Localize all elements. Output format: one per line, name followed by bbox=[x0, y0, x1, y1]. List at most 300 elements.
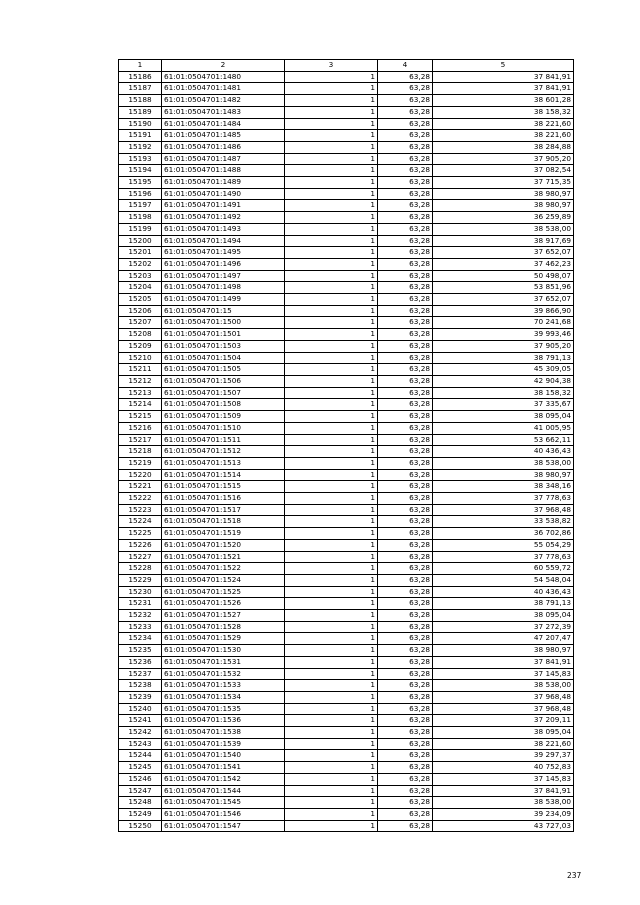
row-number-cell: 15215 bbox=[119, 411, 162, 423]
table-row bbox=[119, 130, 574, 142]
value-cell: 37 652,07 bbox=[433, 247, 574, 259]
row-number-cell: 15196 bbox=[119, 188, 162, 200]
row-number-cell: 15186 bbox=[119, 71, 162, 83]
value-cell: 38 791,13 bbox=[433, 352, 574, 364]
area-cell: 63,28 bbox=[378, 294, 433, 306]
area-cell: 63,28 bbox=[378, 270, 433, 282]
area-cell: 63,28 bbox=[378, 691, 433, 703]
area-cell: 63,28 bbox=[378, 703, 433, 715]
data-table bbox=[118, 59, 574, 832]
cadastral-number-cell: 61:01:0504701:1496 bbox=[162, 258, 285, 270]
cadastral-number-cell: 61:01:0504701:1500 bbox=[162, 317, 285, 329]
count-cell: 1 bbox=[285, 422, 378, 434]
cadastral-number-cell: 61:01:0504701:1531 bbox=[162, 656, 285, 668]
table-row bbox=[119, 633, 574, 645]
count-cell: 1 bbox=[285, 235, 378, 247]
area-cell: 63,28 bbox=[378, 610, 433, 622]
row-number-cell: 15240 bbox=[119, 703, 162, 715]
cadastral-number-cell: 61:01:0504701:1505 bbox=[162, 364, 285, 376]
table-row bbox=[119, 773, 574, 785]
count-cell: 1 bbox=[285, 200, 378, 212]
table-row bbox=[119, 235, 574, 247]
row-number-cell: 15224 bbox=[119, 516, 162, 528]
value-cell: 54 548,04 bbox=[433, 574, 574, 586]
area-cell: 63,28 bbox=[378, 762, 433, 774]
row-number-cell: 15232 bbox=[119, 610, 162, 622]
cadastral-number-cell: 61:01:0504701:1508 bbox=[162, 399, 285, 411]
area-cell: 63,28 bbox=[378, 258, 433, 270]
table-row bbox=[119, 469, 574, 481]
row-number-cell: 15250 bbox=[119, 820, 162, 832]
count-cell: 1 bbox=[285, 247, 378, 259]
cadastral-number-cell: 61:01:0504701:1510 bbox=[162, 422, 285, 434]
area-cell: 63,28 bbox=[378, 551, 433, 563]
table-row bbox=[119, 820, 574, 832]
area-cell: 63,28 bbox=[378, 457, 433, 469]
value-cell: 50 498,07 bbox=[433, 270, 574, 282]
cadastral-number-cell: 61:01:0504701:1504 bbox=[162, 352, 285, 364]
count-cell: 1 bbox=[285, 598, 378, 610]
area-cell: 63,28 bbox=[378, 340, 433, 352]
row-number-cell: 15208 bbox=[119, 329, 162, 341]
count-cell: 1 bbox=[285, 738, 378, 750]
row-number-cell: 15198 bbox=[119, 212, 162, 224]
count-cell: 1 bbox=[285, 212, 378, 224]
area-cell: 63,28 bbox=[378, 633, 433, 645]
table-row bbox=[119, 188, 574, 200]
table-row bbox=[119, 668, 574, 680]
area-cell: 63,28 bbox=[378, 411, 433, 423]
value-cell: 37 778,63 bbox=[433, 493, 574, 505]
row-number-cell: 15225 bbox=[119, 528, 162, 540]
row-number-cell: 15201 bbox=[119, 247, 162, 259]
value-cell: 36 259,89 bbox=[433, 212, 574, 224]
cadastral-number-cell: 61:01:0504701:1509 bbox=[162, 411, 285, 423]
table-row bbox=[119, 504, 574, 516]
row-number-cell: 15190 bbox=[119, 118, 162, 130]
column-header: 4 bbox=[378, 60, 433, 72]
area-cell: 63,28 bbox=[378, 165, 433, 177]
table-row bbox=[119, 71, 574, 83]
count-cell: 1 bbox=[285, 773, 378, 785]
count-cell: 1 bbox=[285, 329, 378, 341]
area-cell: 63,28 bbox=[378, 680, 433, 692]
page-number: 237 bbox=[567, 871, 582, 880]
count-cell: 1 bbox=[285, 305, 378, 317]
value-cell: 39 234,09 bbox=[433, 809, 574, 821]
area-cell: 63,28 bbox=[378, 621, 433, 633]
cadastral-number-cell: 61:01:0504701:1522 bbox=[162, 563, 285, 575]
count-cell: 1 bbox=[285, 504, 378, 516]
table-row bbox=[119, 691, 574, 703]
row-number-cell: 15207 bbox=[119, 317, 162, 329]
column-header: 2 bbox=[162, 60, 285, 72]
row-number-cell: 15226 bbox=[119, 539, 162, 551]
table-row bbox=[119, 212, 574, 224]
row-number-cell: 15228 bbox=[119, 563, 162, 575]
table-row bbox=[119, 375, 574, 387]
value-cell: 70 241,68 bbox=[433, 317, 574, 329]
table-row bbox=[119, 762, 574, 774]
row-number-cell: 15205 bbox=[119, 294, 162, 306]
cadastral-number-cell: 61:01:0504701:1521 bbox=[162, 551, 285, 563]
cadastral-number-cell: 61:01:0504701:1516 bbox=[162, 493, 285, 505]
area-cell: 63,28 bbox=[378, 95, 433, 107]
row-number-cell: 15210 bbox=[119, 352, 162, 364]
count-cell: 1 bbox=[285, 282, 378, 294]
cadastral-number-cell: 61:01:0504701:1524 bbox=[162, 574, 285, 586]
table-row bbox=[119, 422, 574, 434]
row-number-cell: 15202 bbox=[119, 258, 162, 270]
value-cell: 37 841,91 bbox=[433, 656, 574, 668]
value-cell: 39 993,46 bbox=[433, 329, 574, 341]
value-cell: 37 082,54 bbox=[433, 165, 574, 177]
column-header: 3 bbox=[285, 60, 378, 72]
row-number-cell: 15220 bbox=[119, 469, 162, 481]
count-cell: 1 bbox=[285, 691, 378, 703]
count-cell: 1 bbox=[285, 352, 378, 364]
cadastral-number-cell: 61:01:0504701:1533 bbox=[162, 680, 285, 692]
row-number-cell: 15191 bbox=[119, 130, 162, 142]
table-row bbox=[119, 621, 574, 633]
count-cell: 1 bbox=[285, 586, 378, 598]
row-number-cell: 15187 bbox=[119, 83, 162, 95]
area-cell: 63,28 bbox=[378, 364, 433, 376]
value-cell: 37 652,07 bbox=[433, 294, 574, 306]
table-row bbox=[119, 282, 574, 294]
count-cell: 1 bbox=[285, 188, 378, 200]
value-cell: 39 297,37 bbox=[433, 750, 574, 762]
area-cell: 63,28 bbox=[378, 668, 433, 680]
area-cell: 63,28 bbox=[378, 469, 433, 481]
cadastral-number-cell: 61:01:0504701:1546 bbox=[162, 809, 285, 821]
count-cell: 1 bbox=[285, 539, 378, 551]
table-row bbox=[119, 83, 574, 95]
area-cell: 63,28 bbox=[378, 434, 433, 446]
cadastral-number-cell: 61:01:0504701:1511 bbox=[162, 434, 285, 446]
row-number-cell: 15221 bbox=[119, 481, 162, 493]
value-cell: 38 348,16 bbox=[433, 481, 574, 493]
row-number-cell: 15200 bbox=[119, 235, 162, 247]
table-row bbox=[119, 727, 574, 739]
table-row bbox=[119, 656, 574, 668]
cadastral-number-cell: 61:01:0504701:1542 bbox=[162, 773, 285, 785]
area-cell: 63,28 bbox=[378, 223, 433, 235]
value-cell: 37 335,67 bbox=[433, 399, 574, 411]
area-cell: 63,28 bbox=[378, 820, 433, 832]
area-cell: 63,28 bbox=[378, 809, 433, 821]
row-number-cell: 15193 bbox=[119, 153, 162, 165]
table-row bbox=[119, 493, 574, 505]
count-cell: 1 bbox=[285, 785, 378, 797]
value-cell: 37 209,11 bbox=[433, 715, 574, 727]
table-row bbox=[119, 563, 574, 575]
value-cell: 39 866,90 bbox=[433, 305, 574, 317]
area-cell: 63,28 bbox=[378, 539, 433, 551]
cadastral-number-cell: 61:01:0504701:1485 bbox=[162, 130, 285, 142]
header-row bbox=[119, 60, 574, 72]
count-cell: 1 bbox=[285, 270, 378, 282]
count-cell: 1 bbox=[285, 645, 378, 657]
table-row bbox=[119, 703, 574, 715]
count-cell: 1 bbox=[285, 551, 378, 563]
row-number-cell: 15243 bbox=[119, 738, 162, 750]
cadastral-number-cell: 61:01:0504701:15 bbox=[162, 305, 285, 317]
cadastral-number-cell: 61:01:0504701:1540 bbox=[162, 750, 285, 762]
cadastral-number-cell: 61:01:0504701:1488 bbox=[162, 165, 285, 177]
row-number-cell: 15235 bbox=[119, 645, 162, 657]
value-cell: 37 905,20 bbox=[433, 340, 574, 352]
row-number-cell: 15237 bbox=[119, 668, 162, 680]
area-cell: 63,28 bbox=[378, 247, 433, 259]
row-number-cell: 15236 bbox=[119, 656, 162, 668]
table-row bbox=[119, 364, 574, 376]
value-cell: 37 841,91 bbox=[433, 71, 574, 83]
count-cell: 1 bbox=[285, 317, 378, 329]
value-cell: 38 538,00 bbox=[433, 223, 574, 235]
count-cell: 1 bbox=[285, 668, 378, 680]
value-cell: 37 968,48 bbox=[433, 691, 574, 703]
cadastral-number-cell: 61:01:0504701:1529 bbox=[162, 633, 285, 645]
table-row bbox=[119, 797, 574, 809]
area-cell: 63,28 bbox=[378, 329, 433, 341]
area-cell: 63,28 bbox=[378, 235, 433, 247]
row-number-cell: 15204 bbox=[119, 282, 162, 294]
value-cell: 41 005,95 bbox=[433, 422, 574, 434]
value-cell: 45 309,05 bbox=[433, 364, 574, 376]
count-cell: 1 bbox=[285, 727, 378, 739]
count-cell: 1 bbox=[285, 762, 378, 774]
value-cell: 38 917,69 bbox=[433, 235, 574, 247]
table-row bbox=[119, 645, 574, 657]
count-cell: 1 bbox=[285, 177, 378, 189]
cadastral-number-cell: 61:01:0504701:1519 bbox=[162, 528, 285, 540]
row-number-cell: 15213 bbox=[119, 387, 162, 399]
count-cell: 1 bbox=[285, 434, 378, 446]
cadastral-number-cell: 61:01:0504701:1512 bbox=[162, 446, 285, 458]
value-cell: 38 538,00 bbox=[433, 680, 574, 692]
count-cell: 1 bbox=[285, 457, 378, 469]
row-number-cell: 15214 bbox=[119, 399, 162, 411]
row-number-cell: 15203 bbox=[119, 270, 162, 282]
table-row bbox=[119, 270, 574, 282]
cadastral-number-cell: 61:01:0504701:1544 bbox=[162, 785, 285, 797]
cadastral-number-cell: 61:01:0504701:1513 bbox=[162, 457, 285, 469]
count-cell: 1 bbox=[285, 165, 378, 177]
cadastral-number-cell: 61:01:0504701:1494 bbox=[162, 235, 285, 247]
area-cell: 63,28 bbox=[378, 399, 433, 411]
area-cell: 63,28 bbox=[378, 141, 433, 153]
table-row bbox=[119, 340, 574, 352]
row-number-cell: 15212 bbox=[119, 375, 162, 387]
cadastral-number-cell: 61:01:0504701:1480 bbox=[162, 71, 285, 83]
count-cell: 1 bbox=[285, 493, 378, 505]
table-row bbox=[119, 317, 574, 329]
area-cell: 63,28 bbox=[378, 797, 433, 809]
cadastral-number-cell: 61:01:0504701:1492 bbox=[162, 212, 285, 224]
table-row bbox=[119, 434, 574, 446]
table-row bbox=[119, 680, 574, 692]
count-cell: 1 bbox=[285, 399, 378, 411]
table-row bbox=[119, 247, 574, 259]
table-row bbox=[119, 528, 574, 540]
count-cell: 1 bbox=[285, 223, 378, 235]
cadastral-number-cell: 61:01:0504701:1525 bbox=[162, 586, 285, 598]
table-row bbox=[119, 95, 574, 107]
area-cell: 63,28 bbox=[378, 645, 433, 657]
row-number-cell: 15195 bbox=[119, 177, 162, 189]
value-cell: 38 158,32 bbox=[433, 387, 574, 399]
row-number-cell: 15231 bbox=[119, 598, 162, 610]
row-number-cell: 15245 bbox=[119, 762, 162, 774]
count-cell: 1 bbox=[285, 130, 378, 142]
cadastral-number-cell: 61:01:0504701:1483 bbox=[162, 106, 285, 118]
table-row bbox=[119, 118, 574, 130]
value-cell: 38 791,13 bbox=[433, 598, 574, 610]
value-cell: 43 727,03 bbox=[433, 820, 574, 832]
area-cell: 63,28 bbox=[378, 375, 433, 387]
cadastral-number-cell: 61:01:0504701:1528 bbox=[162, 621, 285, 633]
area-cell: 63,28 bbox=[378, 282, 433, 294]
value-cell: 38 221,60 bbox=[433, 118, 574, 130]
cadastral-number-cell: 61:01:0504701:1499 bbox=[162, 294, 285, 306]
area-cell: 63,28 bbox=[378, 422, 433, 434]
area-cell: 63,28 bbox=[378, 528, 433, 540]
count-cell: 1 bbox=[285, 574, 378, 586]
value-cell: 38 284,88 bbox=[433, 141, 574, 153]
cadastral-number-cell: 61:01:0504701:1481 bbox=[162, 83, 285, 95]
cadastral-number-cell: 61:01:0504701:1547 bbox=[162, 820, 285, 832]
cadastral-number-cell: 61:01:0504701:1501 bbox=[162, 329, 285, 341]
table-row bbox=[119, 481, 574, 493]
value-cell: 38 221,60 bbox=[433, 738, 574, 750]
area-cell: 63,28 bbox=[378, 317, 433, 329]
count-cell: 1 bbox=[285, 528, 378, 540]
cadastral-number-cell: 61:01:0504701:1507 bbox=[162, 387, 285, 399]
row-number-cell: 15211 bbox=[119, 364, 162, 376]
table-row bbox=[119, 411, 574, 423]
count-cell: 1 bbox=[285, 387, 378, 399]
value-cell: 60 559,72 bbox=[433, 563, 574, 575]
table-row bbox=[119, 785, 574, 797]
row-number-cell: 15218 bbox=[119, 446, 162, 458]
value-cell: 37 272,39 bbox=[433, 621, 574, 633]
area-cell: 63,28 bbox=[378, 715, 433, 727]
count-cell: 1 bbox=[285, 809, 378, 821]
cadastral-number-cell: 61:01:0504701:1526 bbox=[162, 598, 285, 610]
table-row bbox=[119, 551, 574, 563]
row-number-cell: 15239 bbox=[119, 691, 162, 703]
value-cell: 38 095,04 bbox=[433, 727, 574, 739]
row-number-cell: 15234 bbox=[119, 633, 162, 645]
value-cell: 38 538,00 bbox=[433, 457, 574, 469]
row-number-cell: 15230 bbox=[119, 586, 162, 598]
cadastral-number-cell: 61:01:0504701:1514 bbox=[162, 469, 285, 481]
cadastral-number-cell: 61:01:0504701:1495 bbox=[162, 247, 285, 259]
table-row bbox=[119, 516, 574, 528]
area-cell: 63,28 bbox=[378, 738, 433, 750]
value-cell: 38 538,00 bbox=[433, 797, 574, 809]
row-number-cell: 15227 bbox=[119, 551, 162, 563]
value-cell: 38 601,28 bbox=[433, 95, 574, 107]
table-row bbox=[119, 177, 574, 189]
row-number-cell: 15189 bbox=[119, 106, 162, 118]
count-cell: 1 bbox=[285, 621, 378, 633]
value-cell: 55 054,29 bbox=[433, 539, 574, 551]
cadastral-number-cell: 61:01:0504701:1534 bbox=[162, 691, 285, 703]
cadastral-number-cell: 61:01:0504701:1536 bbox=[162, 715, 285, 727]
area-cell: 63,28 bbox=[378, 516, 433, 528]
value-cell: 33 538,82 bbox=[433, 516, 574, 528]
value-cell: 38 158,32 bbox=[433, 106, 574, 118]
cadastral-number-cell: 61:01:0504701:1527 bbox=[162, 610, 285, 622]
row-number-cell: 15223 bbox=[119, 504, 162, 516]
cadastral-number-cell: 61:01:0504701:1530 bbox=[162, 645, 285, 657]
count-cell: 1 bbox=[285, 258, 378, 270]
value-cell: 37 715,35 bbox=[433, 177, 574, 189]
count-cell: 1 bbox=[285, 610, 378, 622]
count-cell: 1 bbox=[285, 820, 378, 832]
count-cell: 1 bbox=[285, 715, 378, 727]
table-row bbox=[119, 446, 574, 458]
table-row bbox=[119, 539, 574, 551]
row-number-cell: 15244 bbox=[119, 750, 162, 762]
count-cell: 1 bbox=[285, 83, 378, 95]
row-number-cell: 15247 bbox=[119, 785, 162, 797]
count-cell: 1 bbox=[285, 516, 378, 528]
value-cell: 40 436,43 bbox=[433, 446, 574, 458]
area-cell: 63,28 bbox=[378, 750, 433, 762]
value-cell: 37 905,20 bbox=[433, 153, 574, 165]
row-number-cell: 15216 bbox=[119, 422, 162, 434]
row-number-cell: 15192 bbox=[119, 141, 162, 153]
area-cell: 63,28 bbox=[378, 200, 433, 212]
value-cell: 40 436,43 bbox=[433, 586, 574, 598]
row-number-cell: 15219 bbox=[119, 457, 162, 469]
table-row bbox=[119, 352, 574, 364]
value-cell: 37 462,23 bbox=[433, 258, 574, 270]
count-cell: 1 bbox=[285, 364, 378, 376]
cadastral-number-cell: 61:01:0504701:1532 bbox=[162, 668, 285, 680]
table-row bbox=[119, 329, 574, 341]
area-cell: 63,28 bbox=[378, 446, 433, 458]
table-row bbox=[119, 457, 574, 469]
table-row bbox=[119, 387, 574, 399]
table-row bbox=[119, 574, 574, 586]
area-cell: 63,28 bbox=[378, 586, 433, 598]
value-cell: 38 221,60 bbox=[433, 130, 574, 142]
count-cell: 1 bbox=[285, 153, 378, 165]
table-row bbox=[119, 223, 574, 235]
column-header: 1 bbox=[119, 60, 162, 72]
cadastral-number-cell: 61:01:0504701:1484 bbox=[162, 118, 285, 130]
value-cell: 38 980,97 bbox=[433, 645, 574, 657]
area-cell: 63,28 bbox=[378, 504, 433, 516]
row-number-cell: 15197 bbox=[119, 200, 162, 212]
row-number-cell: 15246 bbox=[119, 773, 162, 785]
count-cell: 1 bbox=[285, 71, 378, 83]
table-row bbox=[119, 750, 574, 762]
cadastral-number-cell: 61:01:0504701:1490 bbox=[162, 188, 285, 200]
row-number-cell: 15222 bbox=[119, 493, 162, 505]
cadastral-number-cell: 61:01:0504701:1503 bbox=[162, 340, 285, 352]
area-cell: 63,28 bbox=[378, 773, 433, 785]
count-cell: 1 bbox=[285, 469, 378, 481]
value-cell: 53 662,11 bbox=[433, 434, 574, 446]
count-cell: 1 bbox=[285, 797, 378, 809]
table-row bbox=[119, 106, 574, 118]
table-row bbox=[119, 305, 574, 317]
